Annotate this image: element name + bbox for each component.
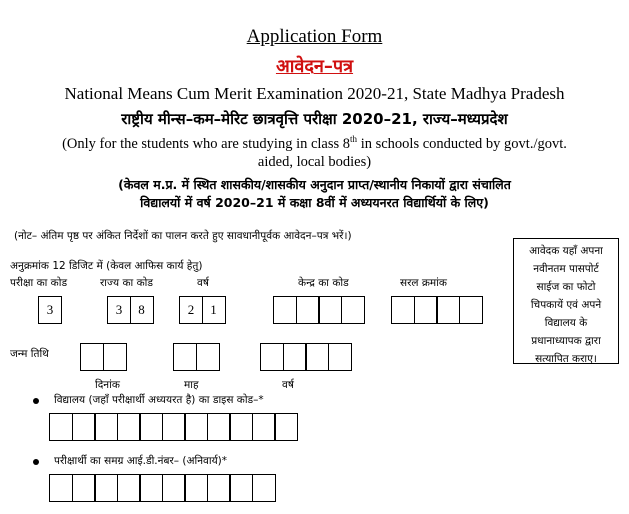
- student-id-digit[interactable]: [94, 474, 118, 502]
- exam-code-label: परीक्षा का कोड: [10, 277, 68, 289]
- dise-code-digit[interactable]: [162, 413, 186, 441]
- eligibility-english-line2: aided, local bodies): [257, 154, 372, 170]
- dise-code-digit[interactable]: [94, 413, 118, 441]
- dob-day-digit[interactable]: [80, 343, 104, 371]
- student-id-digit[interactable]: [139, 474, 163, 502]
- dise-code-boxes: [49, 413, 298, 441]
- dob-day-digit[interactable]: [103, 343, 127, 371]
- form-title: Application Form: [246, 26, 383, 47]
- year-label: वर्ष: [197, 277, 209, 289]
- photo-note-line: नवीनतम पासपोर्ट: [533, 263, 599, 275]
- dise-code-digit[interactable]: [72, 413, 96, 441]
- dise-code-digit[interactable]: [184, 413, 208, 441]
- student-id-digit[interactable]: [207, 474, 231, 502]
- photo-note-line: चिपकायें एवं अपने: [530, 299, 602, 311]
- student-id-digit[interactable]: [252, 474, 276, 502]
- photo-note-line: विद्यालय के: [544, 317, 588, 329]
- photo-note-line: साईज का फोटो: [536, 281, 596, 293]
- year-digit[interactable]: 1: [202, 296, 226, 324]
- state-code-digit[interactable]: 3: [107, 296, 131, 324]
- student-id-digit[interactable]: [162, 474, 186, 502]
- student-id-digit[interactable]: [49, 474, 73, 502]
- dise-code-digit[interactable]: [274, 413, 298, 441]
- serial-digit[interactable]: [459, 296, 483, 324]
- eligibility-hindi-line2: विद्यालयों में वर्ष 2020–21 में कक्षा 8वीं में अध्ययनरत विद्यार्थियों के लिए): [140, 195, 489, 210]
- center-code-digit[interactable]: [296, 296, 320, 324]
- dise-code-label: विद्यालय (जहाँ परीक्षार्थी अध्ययरत है) का डाइस कोड–*: [54, 394, 264, 406]
- dise-code-digit[interactable]: [252, 413, 276, 441]
- state-code-boxes: [107, 296, 154, 324]
- serial-digit[interactable]: [414, 296, 438, 324]
- eligibility-hindi-line1: (केवल म.प्र. में स्थित शासकीय/शासकीय अनुदान प्राप्त/स्थानीय निकायों द्वारा संचालित: [118, 177, 511, 192]
- student-id-digit[interactable]: [72, 474, 96, 502]
- dob-month-digit[interactable]: [196, 343, 220, 371]
- center-code-label: केन्द्र का कोड: [298, 277, 349, 289]
- dise-code-digit[interactable]: [117, 413, 141, 441]
- dob-day-label: दिनांक: [95, 379, 120, 391]
- dob-year-digit[interactable]: [328, 343, 352, 371]
- exam-title-english: National Means Cum Merit Examination 2020-21, State Madhya Pradesh: [64, 84, 565, 103]
- dise-code-digit[interactable]: [139, 413, 163, 441]
- dob-month-label: माह: [184, 379, 199, 391]
- year-digit[interactable]: 2: [179, 296, 203, 324]
- form-title-hindi: आवेदन–पत्र: [275, 56, 354, 77]
- photo-note-line: प्रधानाध्यापक द्वारा: [531, 335, 601, 347]
- student-id-label: परीक्षार्थी का समग्र आई.डी.नंबर– (अनिवार्य)*: [54, 455, 228, 467]
- state-code-digit[interactable]: 8: [130, 296, 154, 324]
- dob-year-digit[interactable]: [305, 343, 329, 371]
- exam-code-boxes: [38, 296, 62, 324]
- student-id-boxes: [49, 474, 276, 502]
- serial-boxes: [391, 296, 483, 324]
- exam-title-hindi: राष्ट्रीय मीन्स–कम–मेरिट छात्रवृत्ति परीक्षा 2020–21, राज्य–मध्यप्रदेश: [121, 110, 508, 128]
- serial-number-note: अनुक्रमांक 12 डिजिट में (केवल आफिस कार्य हेतु): [10, 260, 203, 272]
- dob-year-digit[interactable]: [260, 343, 284, 371]
- eligibility-english-part2: in schools conducted by govt./govt.: [357, 135, 567, 152]
- bullet-icon: [33, 398, 39, 404]
- serial-label: सरल क्रमांक: [400, 277, 447, 289]
- dob-month-digit[interactable]: [173, 343, 197, 371]
- student-id-digit[interactable]: [229, 474, 253, 502]
- photo-note-line: सत्यापित कराए।: [535, 353, 597, 365]
- serial-digit[interactable]: [391, 296, 415, 324]
- center-code-digit[interactable]: [341, 296, 365, 324]
- dise-code-digit[interactable]: [229, 413, 253, 441]
- center-code-boxes: [273, 296, 365, 324]
- eligibility-english-part1: (Only for the students who are studying in class 8: [62, 135, 351, 152]
- photo-box[interactable]: [513, 238, 619, 364]
- student-id-digit[interactable]: [184, 474, 208, 502]
- form-note: (नोट– अंतिम पृष्ठ पर अंकित निर्देशों का पालन करते हुए सावधानीपूर्वक आवेदन–पत्र भरें।): [14, 230, 352, 242]
- center-code-digit[interactable]: [273, 296, 297, 324]
- dise-code-digit[interactable]: [207, 413, 231, 441]
- dob-day-boxes: [80, 343, 127, 371]
- bullet-icon: [33, 459, 39, 465]
- eligibility-english-sup: th: [350, 134, 358, 144]
- exam-code-digit[interactable]: 3: [38, 296, 62, 324]
- dob-year-boxes: [260, 343, 352, 371]
- dob-year-label: वर्ष: [282, 379, 294, 391]
- year-boxes: [179, 296, 226, 324]
- dob-month-boxes: [173, 343, 220, 371]
- photo-note-line: आवेदक यहाँ अपना: [529, 245, 603, 257]
- dob-label: जन्म तिथि: [10, 348, 49, 360]
- center-code-digit[interactable]: [318, 296, 342, 324]
- dise-code-digit[interactable]: [49, 413, 73, 441]
- state-code-label: राज्य का कोड: [100, 277, 153, 289]
- eligibility-english-line1: [0, 134, 629, 153]
- dob-year-digit[interactable]: [283, 343, 307, 371]
- serial-digit[interactable]: [436, 296, 460, 324]
- student-id-digit[interactable]: [117, 474, 141, 502]
